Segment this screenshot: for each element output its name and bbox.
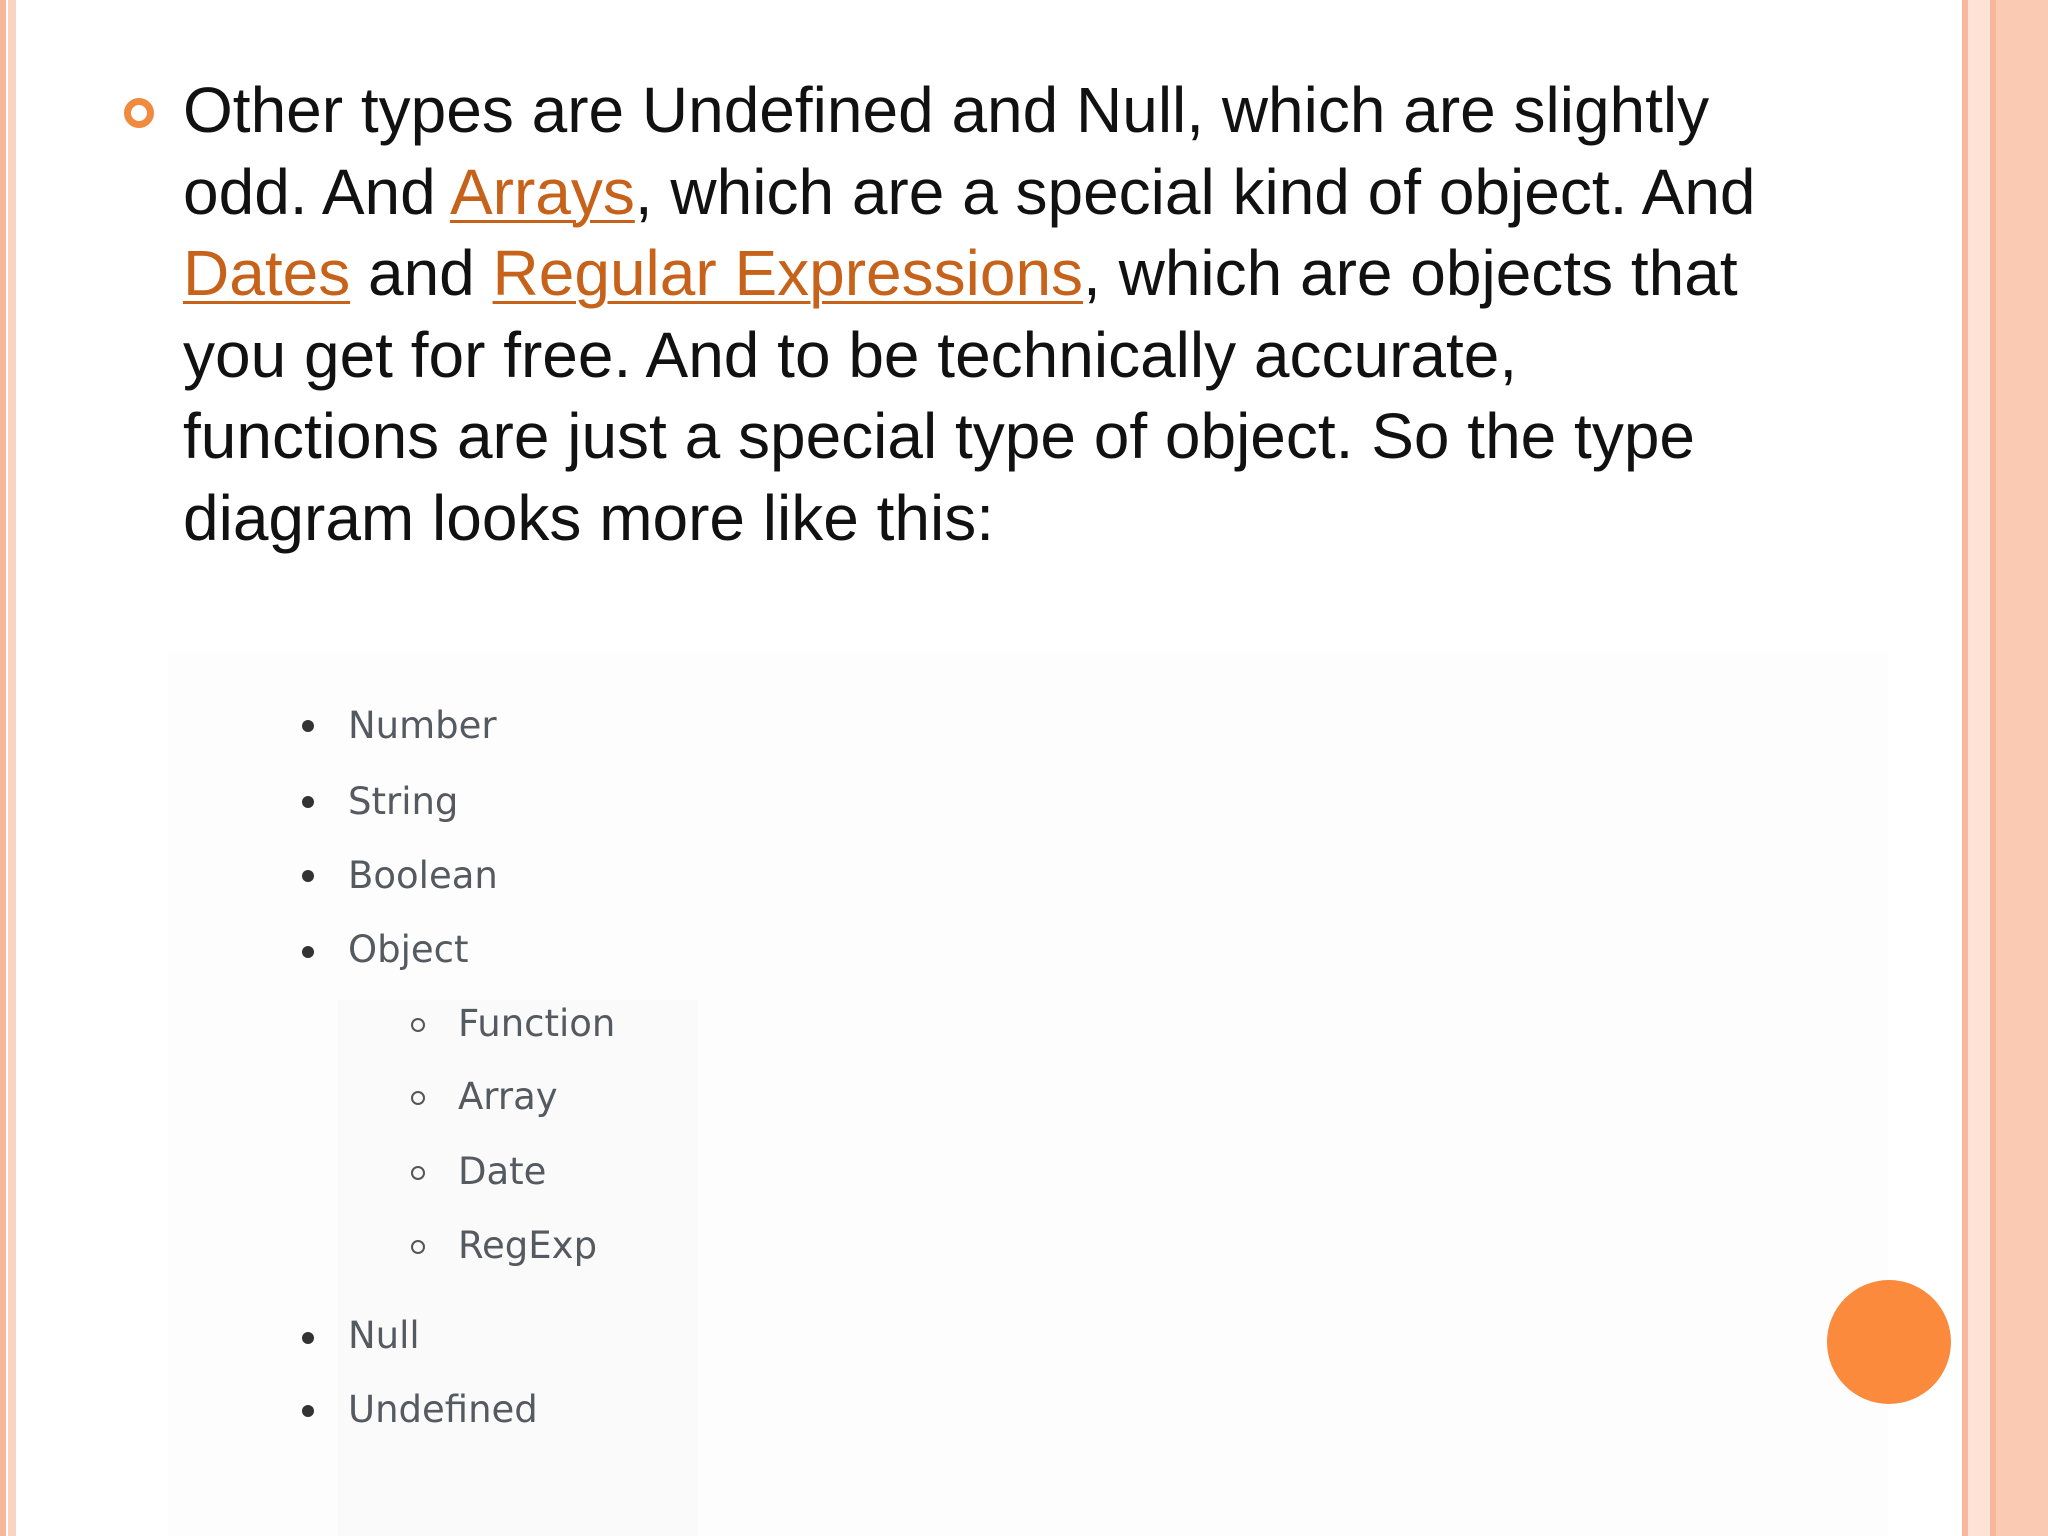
slide-bullet-icon <box>124 98 154 128</box>
decorative-orange-circle <box>1827 1280 1951 1404</box>
type-item-object: Object <box>348 928 469 971</box>
regular-expressions-link[interactable]: Regular Expressions <box>492 237 1084 309</box>
type-item-string: String <box>348 780 459 823</box>
type-item-number: Number <box>348 704 497 747</box>
paragraph-text-1: Other types are Undefined and Null, which are slightly odd. And <box>183 74 1710 228</box>
paragraph-text-2: , which are a special kind of object. And <box>634 155 1756 228</box>
type-item-array: Array <box>458 1075 558 1118</box>
paragraph-text-3: and <box>350 237 493 309</box>
type-item-undefined: Undefined <box>348 1388 538 1431</box>
left-decorative-border <box>0 0 16 1536</box>
type-item-null: Null <box>348 1314 420 1357</box>
dates-link[interactable]: Dates <box>183 237 351 309</box>
slide-paragraph <box>183 70 1773 559</box>
bullet-icon <box>302 870 314 882</box>
bullet-icon <box>302 1332 314 1344</box>
type-item-boolean: Boolean <box>348 854 498 897</box>
sub-bullet-icon <box>411 1018 425 1032</box>
paragraph-text-4: , which are objects that you get for free. And to be technically accurate, functions are just a special type of object. So the type diagram looks more like this: <box>183 237 1738 554</box>
bullet-icon <box>302 720 314 732</box>
type-item-regexp: RegExp <box>458 1224 598 1267</box>
type-item-function: Function <box>458 1002 616 1045</box>
right-decorative-border <box>1962 0 2048 1536</box>
bullet-icon <box>302 946 314 958</box>
sub-bullet-icon <box>411 1240 425 1254</box>
arrays-link[interactable]: Arrays <box>449 155 635 228</box>
bullet-icon <box>302 1405 314 1417</box>
bullet-icon <box>302 796 314 808</box>
sub-bullet-icon <box>411 1166 425 1180</box>
sub-bullet-icon <box>411 1091 425 1105</box>
type-item-date: Date <box>458 1150 547 1193</box>
